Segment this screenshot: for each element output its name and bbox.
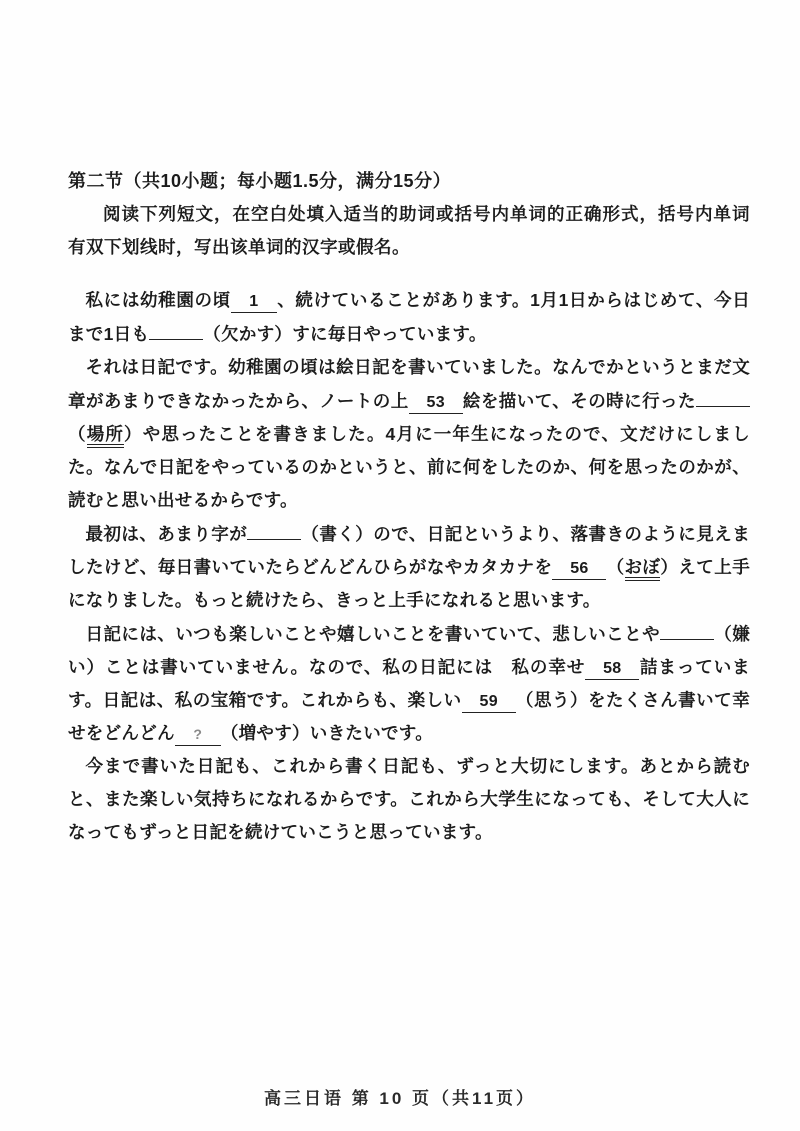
blank-55 [247,517,301,540]
page-footer-text: 高三日语 第 10 页（共11页） [263,1089,537,1107]
p2-text: ）や思ったことを書きました。4月に一年生になったので、文だけにしました。なんで日記をやっているのかというと、前に何をしたのか、何を思ったのかが、読むと思い出せるからです。 [68,424,750,510]
p3-text: 最初は、あまり字が [85,524,248,544]
blank-52 [149,317,203,340]
p2-text: （ [68,424,87,444]
instructions-text: 阅读下列短文，在空白处填入适当的助词或括号内单词的正确形式，括号内单词有双下划线时，写出该单词的汉字或假名。 [68,204,750,257]
passage-paragraph-5 [68,750,750,849]
blank-54 [696,384,750,407]
p4-text: （増やす）いきたいです。 [220,723,434,743]
p1-text: 、続けていることがあります。1月1日からはじめて、今日まで1日も [68,290,750,344]
passage-paragraph-2 [68,351,750,517]
p3-text: ）えて上手になりました。もっと続けたら、きっと上手になれると思います。 [68,557,750,610]
p2-text: 絵を描いて、その時に行った [462,391,696,411]
p4-text: （嫌い）ことは書いていません。なので、私の日記には 私の幸せ [68,624,750,677]
double-underlined-word-obo: おぼ [625,557,661,581]
blank-60: ? [175,723,221,746]
reading-passage [68,284,750,849]
p4-text: 日記には、いつも楽しいことや嬉しいことを書いていて、悲しいことや [85,624,661,644]
page-footer [0,1084,800,1107]
p4-text: 詰まっています。日記は、私の宝箱です。これからも、楽しい [68,657,750,710]
double-underlined-word-basho: 場所 [87,424,124,448]
exam-content [68,164,750,849]
p4-text: （思う）をたくさん書いて幸せをどんどん [68,690,750,743]
p5-text: 今まで書いた日記も、これから書く日記も、ずっと大切にします。あとから読むと、また楽しい気持ちになれるからです。これから大学生になっても、そして大人になってもずっと日記を続けていこうと思っています。 [68,756,750,842]
passage-paragraph-1 [68,284,750,351]
p3-text: （ [606,557,625,577]
section-header: 第二节（共10小题；每小题1.5分，满分15分） [68,171,452,191]
passage-paragraph-4 [68,617,750,750]
blank-58: 58 [585,657,639,680]
blank-59: 59 [462,690,516,713]
blank-57 [660,617,714,640]
p2-text: それは日記です。幼稚園の頃は絵日記を書いていました。なんでかというとまだ文章があまりできなかったから、ノートの上 [68,357,750,411]
blank-51: 1 [231,290,277,313]
blank-56: 56 [552,557,606,580]
passage-paragraph-3 [68,517,750,617]
p3-text: （書く）ので、日記というより、落書きのように見えましたけど、毎日書いていたらどんどんひらがなやカタカナを [68,524,750,577]
blank-53: 53 [409,391,463,414]
p1-text: （欠かす）すに毎日やっています。 [203,324,487,344]
p1-text: 私には幼稚園の頃 [85,290,231,310]
